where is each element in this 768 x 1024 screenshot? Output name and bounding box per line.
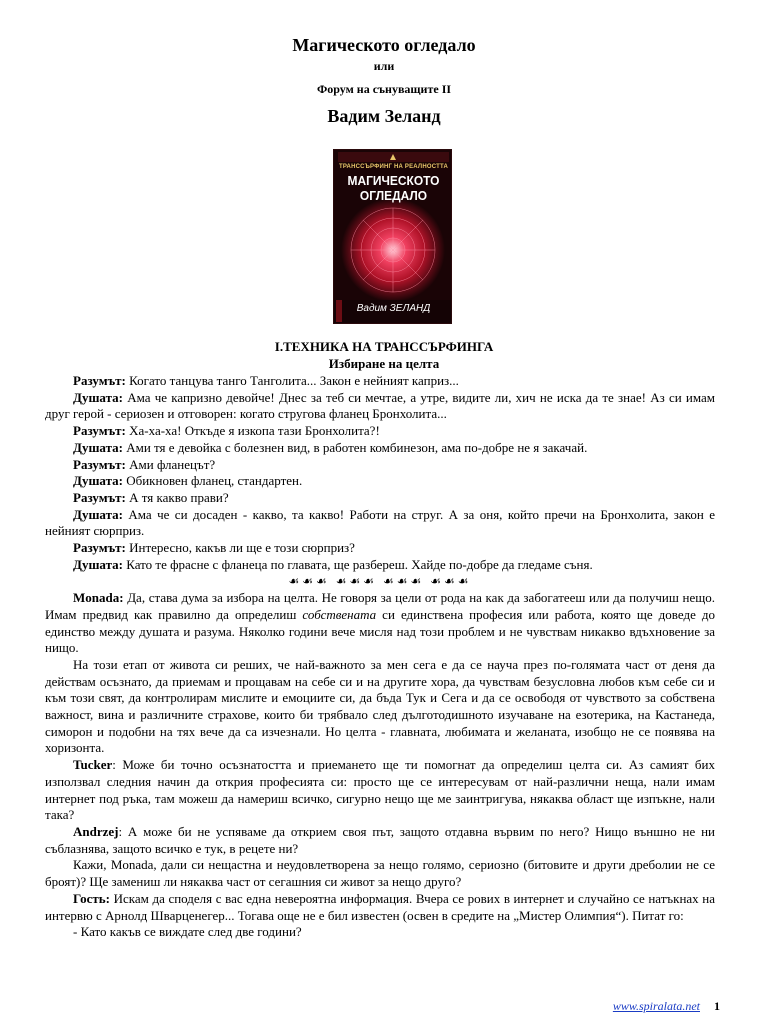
post-text: Искам да споделя с вас една невероятна информация. Вчера се рових в интернет и случайно се натъкнах на интервю с Арнолд Шварценегер... Тогава още не е бил известен (освен в средите на „Мистер Олимпия“). Питат го:	[45, 890, 715, 923]
ornament-divider: ☙☙☙ ☙☙☙ ☙☙☙ ☙☙☙	[288, 574, 472, 589]
dialogue-line	[45, 557, 715, 574]
cover-author: Вадим ЗЕЛАНД	[356, 303, 431, 314]
dialogue-line	[45, 373, 715, 390]
section-heading: Избиране на целта	[328, 356, 440, 371]
emphasis-text: собствената	[302, 606, 377, 622]
dialogue-text: Ами фланецът?	[125, 456, 216, 472]
interview-question: - Като какъв се виждате след две години?	[73, 924, 302, 940]
forum-post-andrzej	[45, 824, 715, 857]
dialogue-text: Обикновен фланец, стандартен.	[122, 473, 303, 489]
dialogue-text: Ами тя е девойка с болезнен вид, в работен комбинезон, ама по-добре не я закачай.	[122, 439, 588, 455]
dialogue-text: Когато танцува танго Танголита... Закон е нейният каприз...	[125, 373, 459, 388]
dialogue-line	[45, 440, 715, 457]
forum-post-tucker	[45, 757, 715, 824]
post-text: Да, става дума за избора на целта. Не говоря за цели от рода на как да забогатееш или да получиш нещо. Имам предвид как правилно да определиш	[45, 590, 715, 622]
website-link[interactable]: www.spiralata.net	[612, 999, 700, 1013]
speaker-label: Разумът:	[73, 423, 126, 439]
dialogue-text: Ама че капризно девойче! Днес за теб си мечтае, а утре, видите ли, хич не иска да те знае! Аз си имам друг герой - сериозен и отговорен: когато стругова фланец Бронхолита...	[45, 389, 715, 422]
post-text: си единствена професия или работа, която ще доведе до единство между душата и разума. Няколко години вече мисля над този проблем и не чувствам никакво вдъхновение за нищо.	[45, 606, 715, 656]
forum-post-paragraph: Кажи, Monada, дали си нещастна и неудовлетворена за нещо голямо, сериозно (битовите и други дреболии не се броят)? Ще замениш ли някаква част от сегашния си живот за нещо друго?	[45, 857, 715, 890]
speaker-label: Разумът:	[73, 373, 126, 388]
cover-title-line2: ОГЛЕДАЛО	[359, 188, 428, 203]
dialogue-line	[45, 507, 715, 540]
speaker-label: Душата:	[73, 439, 123, 455]
forum-post-guest	[45, 891, 715, 924]
chapter-heading: I.ТЕХНИКА НА ТРАНССЪРФИНГА	[274, 339, 494, 354]
dialogue-line	[45, 540, 715, 557]
book-subtitle: Форум на сънуващите II	[316, 82, 452, 96]
speaker-label: Гость:	[73, 890, 110, 906]
cover-series: ТРАНССЪРФИНГ НА РЕАЛНОСТТА	[339, 164, 448, 170]
dialogue-line	[45, 457, 715, 474]
speaker-label: Andrzej	[73, 823, 119, 839]
forum-post-monada	[45, 590, 715, 657]
cover-title-line1: МАГИЧЕСКОТО	[347, 173, 440, 188]
book-title: Магическото огледало	[292, 35, 476, 55]
speaker-label: Разумът:	[73, 540, 126, 556]
post-text: : А може би не успяваме да открием своя път, защото отдавна вървим по него? Нищо външно не ни съблазнява, защото всичко е тук, в рецете ни?	[45, 823, 715, 856]
speaker-label: Tucker	[73, 757, 113, 773]
speaker-label: Душата:	[73, 506, 123, 522]
dialogue-text: Ха-ха-ха! Откъде я изкопа тази Бронхолита?!	[125, 423, 380, 439]
dialogue-text: Като те фрасне с фланеца по главата, ще разбереш. Хайде по-добре да гледаме съня.	[122, 556, 593, 572]
dialogue-line	[45, 473, 715, 490]
speaker-label: Душата:	[73, 556, 123, 572]
dialogue-text: Ама че си досаден - какво, та какво! Работи на струг. А за оня, който пречи на Бронхолита, закон е нейният сюрприз.	[45, 506, 715, 539]
dialogue-text: А тя какво прави?	[125, 489, 229, 505]
book-cover-image	[333, 149, 452, 324]
title-connector: или	[373, 59, 395, 73]
post-text: : Може би точно осъзнатостта и приемането ще ти помогнат да определиш целта си. Аз самият бих използвал следния начин да открия професията си: просто ще се интересувам от най-различни неща, нали имам интернет под ръка, там можеш да намериш всичко, сигурно нещо ще ме заинтригува, някаква област ще изпъкне, нали така?	[45, 757, 715, 823]
dialogue-text: Интересно, какъв ли ще е този сюрприз?	[125, 540, 355, 556]
page-footer	[0, 999, 720, 1014]
dialogue-line	[45, 490, 715, 507]
document-body	[45, 373, 715, 941]
forum-post-paragraph: На този етап от живота си реших, че най-важното за мен сега е да се науча през по-голямата част от деня да действам осъзнато, да приемам и прощавам на себе си и на другите хора, да чувствам безусловна любов към себе си и към този свят, да контролирам мислите и емоциите си, да бъда Тук и Сега и да се освободя от чувството за собствена важност, вина и различните страхове, които би трябвало след дълготодишното изучаване на езотерика, на Кастанеда, симорон и подобни на тях вече да са изчезнали. Но целта - главната, любимата и желаната, изобщо не се появява на хоризонта.	[45, 656, 715, 756]
page-number: 1	[714, 999, 720, 1013]
speaker-label: Monada:	[73, 590, 124, 606]
speaker-label: Разумът:	[73, 456, 126, 472]
dialogue-line	[45, 390, 715, 423]
speaker-label: Душата:	[73, 473, 123, 489]
speaker-label: Душата:	[73, 389, 123, 405]
dialogue-line	[45, 423, 715, 440]
book-author: Вадим Зеланд	[327, 106, 441, 126]
speaker-label: Разумът:	[73, 489, 126, 505]
